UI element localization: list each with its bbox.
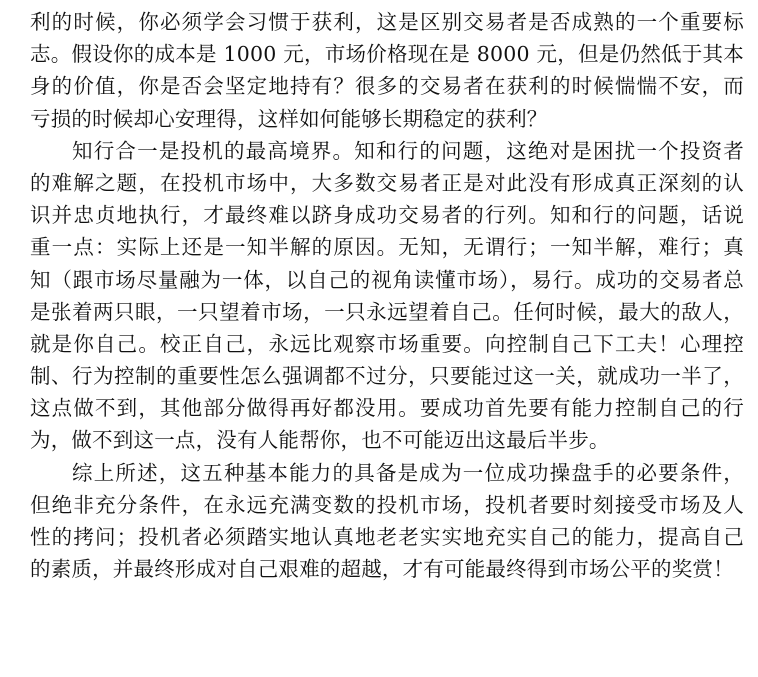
text-line: 知（跟市场尽量融为一体，以自己的视角读懂市场），易行。成功的交易者总 bbox=[30, 267, 744, 292]
text-line: 的素质，并最终形成对自己艰难的超越，才有可能最终得到市场公平的奖赏！ bbox=[30, 557, 734, 582]
text-line: 制、行为控制的重要性怎么强调都不过分，只要能过这一关，就成功一半了， bbox=[30, 364, 744, 389]
text-line: 知行合一是投机的最高境界。知和行的问题，这绝对是困扰一个投资者 bbox=[72, 138, 744, 163]
text-line: 性的拷问；投机者必须踏实地认真地老老实实地充实自己的能力，提高自己 bbox=[30, 525, 744, 549]
text-line: 志。假设你的成本是 1000 元，市场价格现在是 8000 元，但是仍然低于其本 bbox=[30, 42, 744, 67]
text-line: 但绝非充分条件，在永远充满变数的投机市场，投机者要时刻接受市场及人 bbox=[30, 492, 744, 517]
paragraph-2 bbox=[30, 135, 744, 457]
text-line: 为，做不到这一点，没有人能帮你，也不可能迈出这最后半步。 bbox=[30, 428, 610, 453]
paragraph-3 bbox=[30, 457, 744, 586]
text-line: 识并忠贞地执行，才最终难以跻身成功交易者的行列。知和行的问题，话说 bbox=[30, 203, 744, 228]
paragraph-1 bbox=[30, 6, 744, 135]
text-line: 身的价值，你是否会坚定地持有？很多的交易者在获利的时候惴惴不安，而 bbox=[30, 74, 744, 99]
text-line: 的难解之题，在投机市场中，大多数交易者正是对此没有形成真正深刻的认 bbox=[30, 170, 744, 195]
text-line: 利的时候，你必须学会习惯于获利，这是区别交易者是否成熟的一个重要标 bbox=[30, 10, 744, 34]
text-line: 就是你自己。校正自己，永远比观察市场重要。向控制自己下工夫！心理控 bbox=[30, 331, 744, 356]
text-line: 重一点：实际上还是一知半解的原因。无知，无谓行；一知半解，难行；真 bbox=[30, 235, 744, 260]
text-line: 这点做不到，其他部分做得再好都没用。要成功首先要有能力控制自己的行 bbox=[30, 396, 744, 421]
text-line: 是张着两只眼，一只望着市场，一只永远望着自己。任何时候，最大的敌人， bbox=[30, 299, 744, 324]
text-line: 综上所述，这五种基本能力的具备是成为一位成功操盘手的必要条件， bbox=[72, 460, 744, 485]
text-line: 亏损的时候却心安理得，这样如何能够长期稳定的获利？ bbox=[30, 106, 548, 131]
